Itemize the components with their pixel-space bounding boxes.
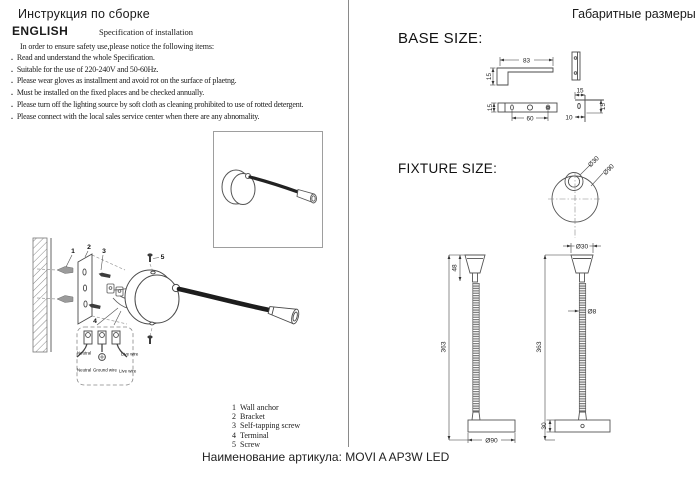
article-name: Наименование артикула: MOVI A AP3W LED — [202, 450, 450, 464]
wire-label-neutral-bottom: Neutral — [77, 367, 92, 373]
dim-15-end-side: 15 — [600, 102, 607, 111]
part-name: Terminal — [240, 430, 269, 440]
part-num: 5 — [232, 439, 236, 449]
wire-label-live-top: Live wire — [121, 351, 139, 357]
safety-item: . Must be installed on the fixed places and be checked annually. — [11, 87, 346, 99]
dim-83: 83 — [522, 57, 531, 65]
dim-10: 10 — [565, 114, 573, 122]
lamp-head — [297, 190, 317, 204]
safety-items-list — [11, 52, 346, 122]
dim-base-dia: Ø90 — [485, 437, 498, 445]
callout-1: 1 — [71, 248, 75, 255]
callout-4: 4 — [93, 318, 97, 325]
dim-top-body-dia: Ø90 — [602, 163, 616, 177]
bracket-front-view — [498, 103, 557, 112]
dim-head-length: 48 — [451, 264, 459, 272]
base-size-drawing — [482, 45, 647, 140]
dim-height-right: 363 — [536, 341, 543, 353]
assembly-diagram — [25, 228, 335, 418]
safety-intro: In order to ensure safety use,please notice the following items: — [20, 42, 214, 51]
dim-height-left: 363 — [440, 341, 448, 353]
safety-item: . Please connect with the local sales service center when there are any abnomality. — [11, 111, 346, 123]
lamp-head — [267, 303, 300, 325]
fixture-side-view-right — [545, 243, 610, 440]
part-row — [232, 440, 300, 449]
wall-anchors — [57, 267, 73, 303]
fixture-side-view-left — [449, 255, 515, 443]
part-num: 2 — [232, 412, 236, 422]
dim-15-leg: 15 — [485, 72, 493, 81]
part-name: Wall anchor — [240, 403, 279, 412]
wire-label-live-bottom: Live wire — [119, 368, 137, 374]
part-num: 3 — [232, 421, 236, 431]
base-size-heading: BASE SIZE: — [398, 30, 483, 47]
part-row — [232, 431, 300, 440]
safety-item: . Please wear gloves as installment and avoid rot on the surface of plaetng. — [11, 75, 346, 87]
language-label: ENGLISH — [12, 24, 69, 38]
dimensions-title-ru: Габаритные размеры — [572, 7, 696, 21]
dim-base-height: 30 — [541, 422, 548, 430]
fixture-size-heading: FIXTURE SIZE: — [398, 161, 498, 176]
part-row — [232, 403, 300, 412]
corner-detail-dims — [575, 92, 603, 117]
column-divider — [348, 0, 349, 447]
bracket-end-view — [572, 52, 580, 80]
dim-60: 60 — [526, 115, 534, 123]
dim-arm-dia: Ø8 — [587, 308, 597, 316]
parts-list — [232, 403, 300, 449]
dim-15-end-top: 15 — [576, 87, 584, 95]
lamp-body — [125, 270, 180, 325]
spec-subtitle: Specification of installation — [99, 27, 193, 37]
wall-section — [33, 238, 51, 352]
callout-2: 2 — [87, 244, 91, 251]
part-name: Bracket — [240, 412, 265, 422]
bracket-side-view — [497, 68, 553, 85]
dim-head-dia: Ø30 — [575, 243, 589, 251]
wire-label-neutral-top: Neutral — [77, 350, 92, 356]
terminal-blocks — [77, 331, 127, 360]
part-row — [232, 421, 300, 430]
part-row — [232, 412, 300, 421]
part-name: Screw — [240, 439, 260, 449]
callout-3: 3 — [102, 248, 106, 255]
lamp-arm — [179, 289, 269, 310]
fixture-top-view — [548, 165, 603, 238]
safety-item: . Suitable for the use of 220-240V and 50-60Hz. — [11, 64, 346, 76]
callout-5: 5 — [160, 254, 165, 261]
page-title-ru: Инструкция по сборке — [18, 7, 150, 21]
part-num: 1 — [232, 403, 236, 412]
safety-item: . Please turn off the lighting source by soft cloth as cleaning prohibited to use of rotted detergent. — [11, 99, 346, 111]
dim-15-width: 15 — [486, 103, 494, 112]
part-name: Self-tapping screw — [240, 421, 301, 431]
dim-top-head-dia: Ø30 — [587, 155, 601, 169]
wire-label-ground-bottom: Ground wire — [93, 367, 117, 373]
lamp-arm — [250, 177, 298, 192]
safety-item: . Read and understand the whole Specification. — [11, 52, 346, 64]
fixture-size-drawing — [430, 150, 692, 460]
part-num: 4 — [232, 430, 236, 440]
bracket — [78, 254, 92, 324]
